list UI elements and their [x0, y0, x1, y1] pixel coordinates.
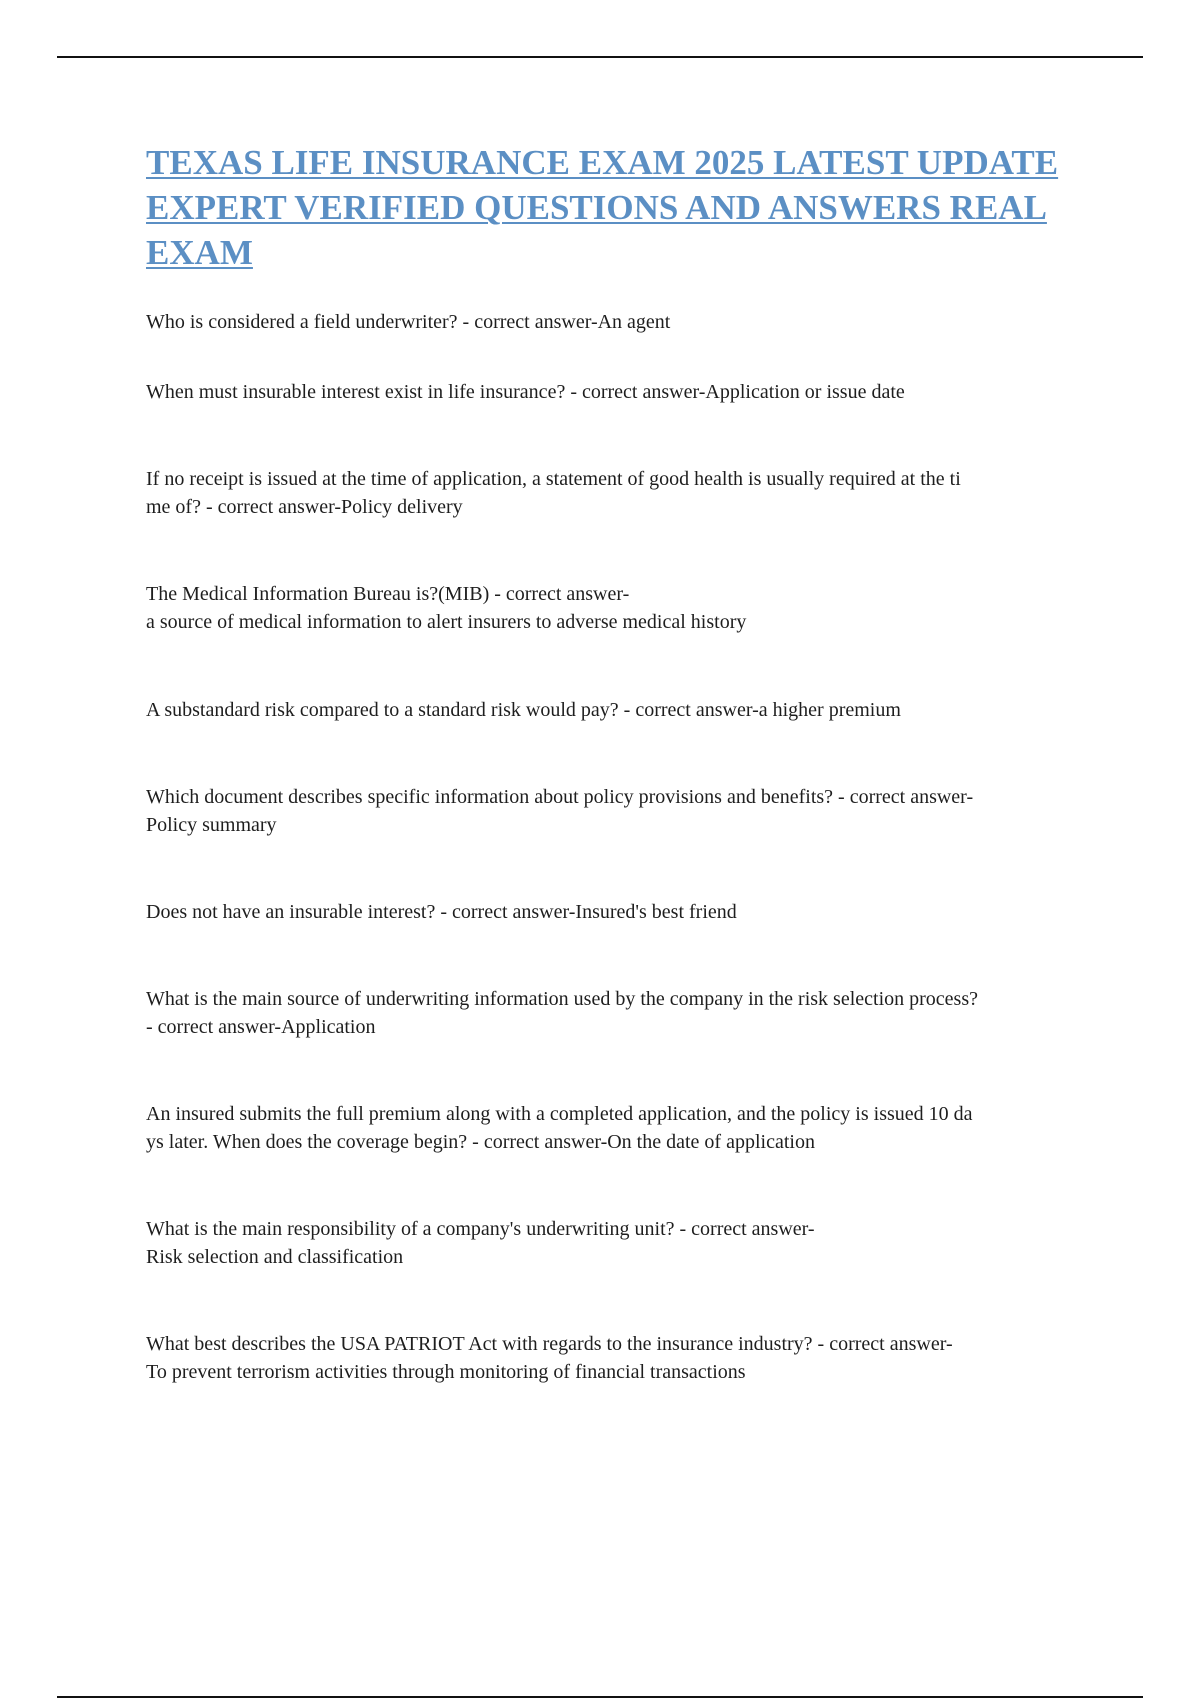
- qa-item-1: Who is considered a field underwriter? - correct answer-An agent: [146, 311, 671, 333]
- qa-item-4: The Medical Information Bureau is?(MIB) - correct answer- a source of medical information to alert insurers to adverse medical history: [146, 583, 747, 633]
- qa-item-3: If no receipt is issued at the time of application, a statement of good health is usually required at the ti me of? - correct answer-Policy delivery: [146, 468, 961, 518]
- qa-item-10: What is the main responsibility of a company's underwriting unit? - correct answer- Risk selection and classification: [146, 1218, 815, 1268]
- qa-item-2: When must insurable interest exist in life insurance? - correct answer-Application or issue date: [146, 381, 905, 403]
- qa-list: [146, 0, 1091, 1700]
- qa-item-11: What best describes the USA PATRIOT Act with regards to the insurance industry? - correct answer- To prevent terrorism activities through monitoring of financial transactions: [146, 1333, 953, 1383]
- qa-item-7: Does not have an insurable interest? - correct answer-Insured's best friend: [146, 901, 737, 923]
- qa-item-9: An insured submits the full premium along with a completed application, and the policy is issued 10 da ys later. When does the coverage begin? - correct answer-On the date of application: [146, 1103, 973, 1153]
- qa-item-5: A substandard risk compared to a standard risk would pay? - correct answer-a higher premium: [146, 699, 901, 721]
- qa-item-8: What is the main source of underwriting information used by the company in the risk selection process? - correct answer-Application: [146, 988, 979, 1038]
- qa-item-6: Which document describes specific information about policy provisions and benefits? - correct answer- Policy summary: [146, 786, 974, 836]
- document-title: TEXAS LIFE INSURANCE EXAM 2025 LATEST UPDATE EXPERT VERIFIED QUESTIONS AND ANSWERS REAL EXAM: [146, 143, 1059, 272]
- bottom-divider: [57, 1696, 1143, 1698]
